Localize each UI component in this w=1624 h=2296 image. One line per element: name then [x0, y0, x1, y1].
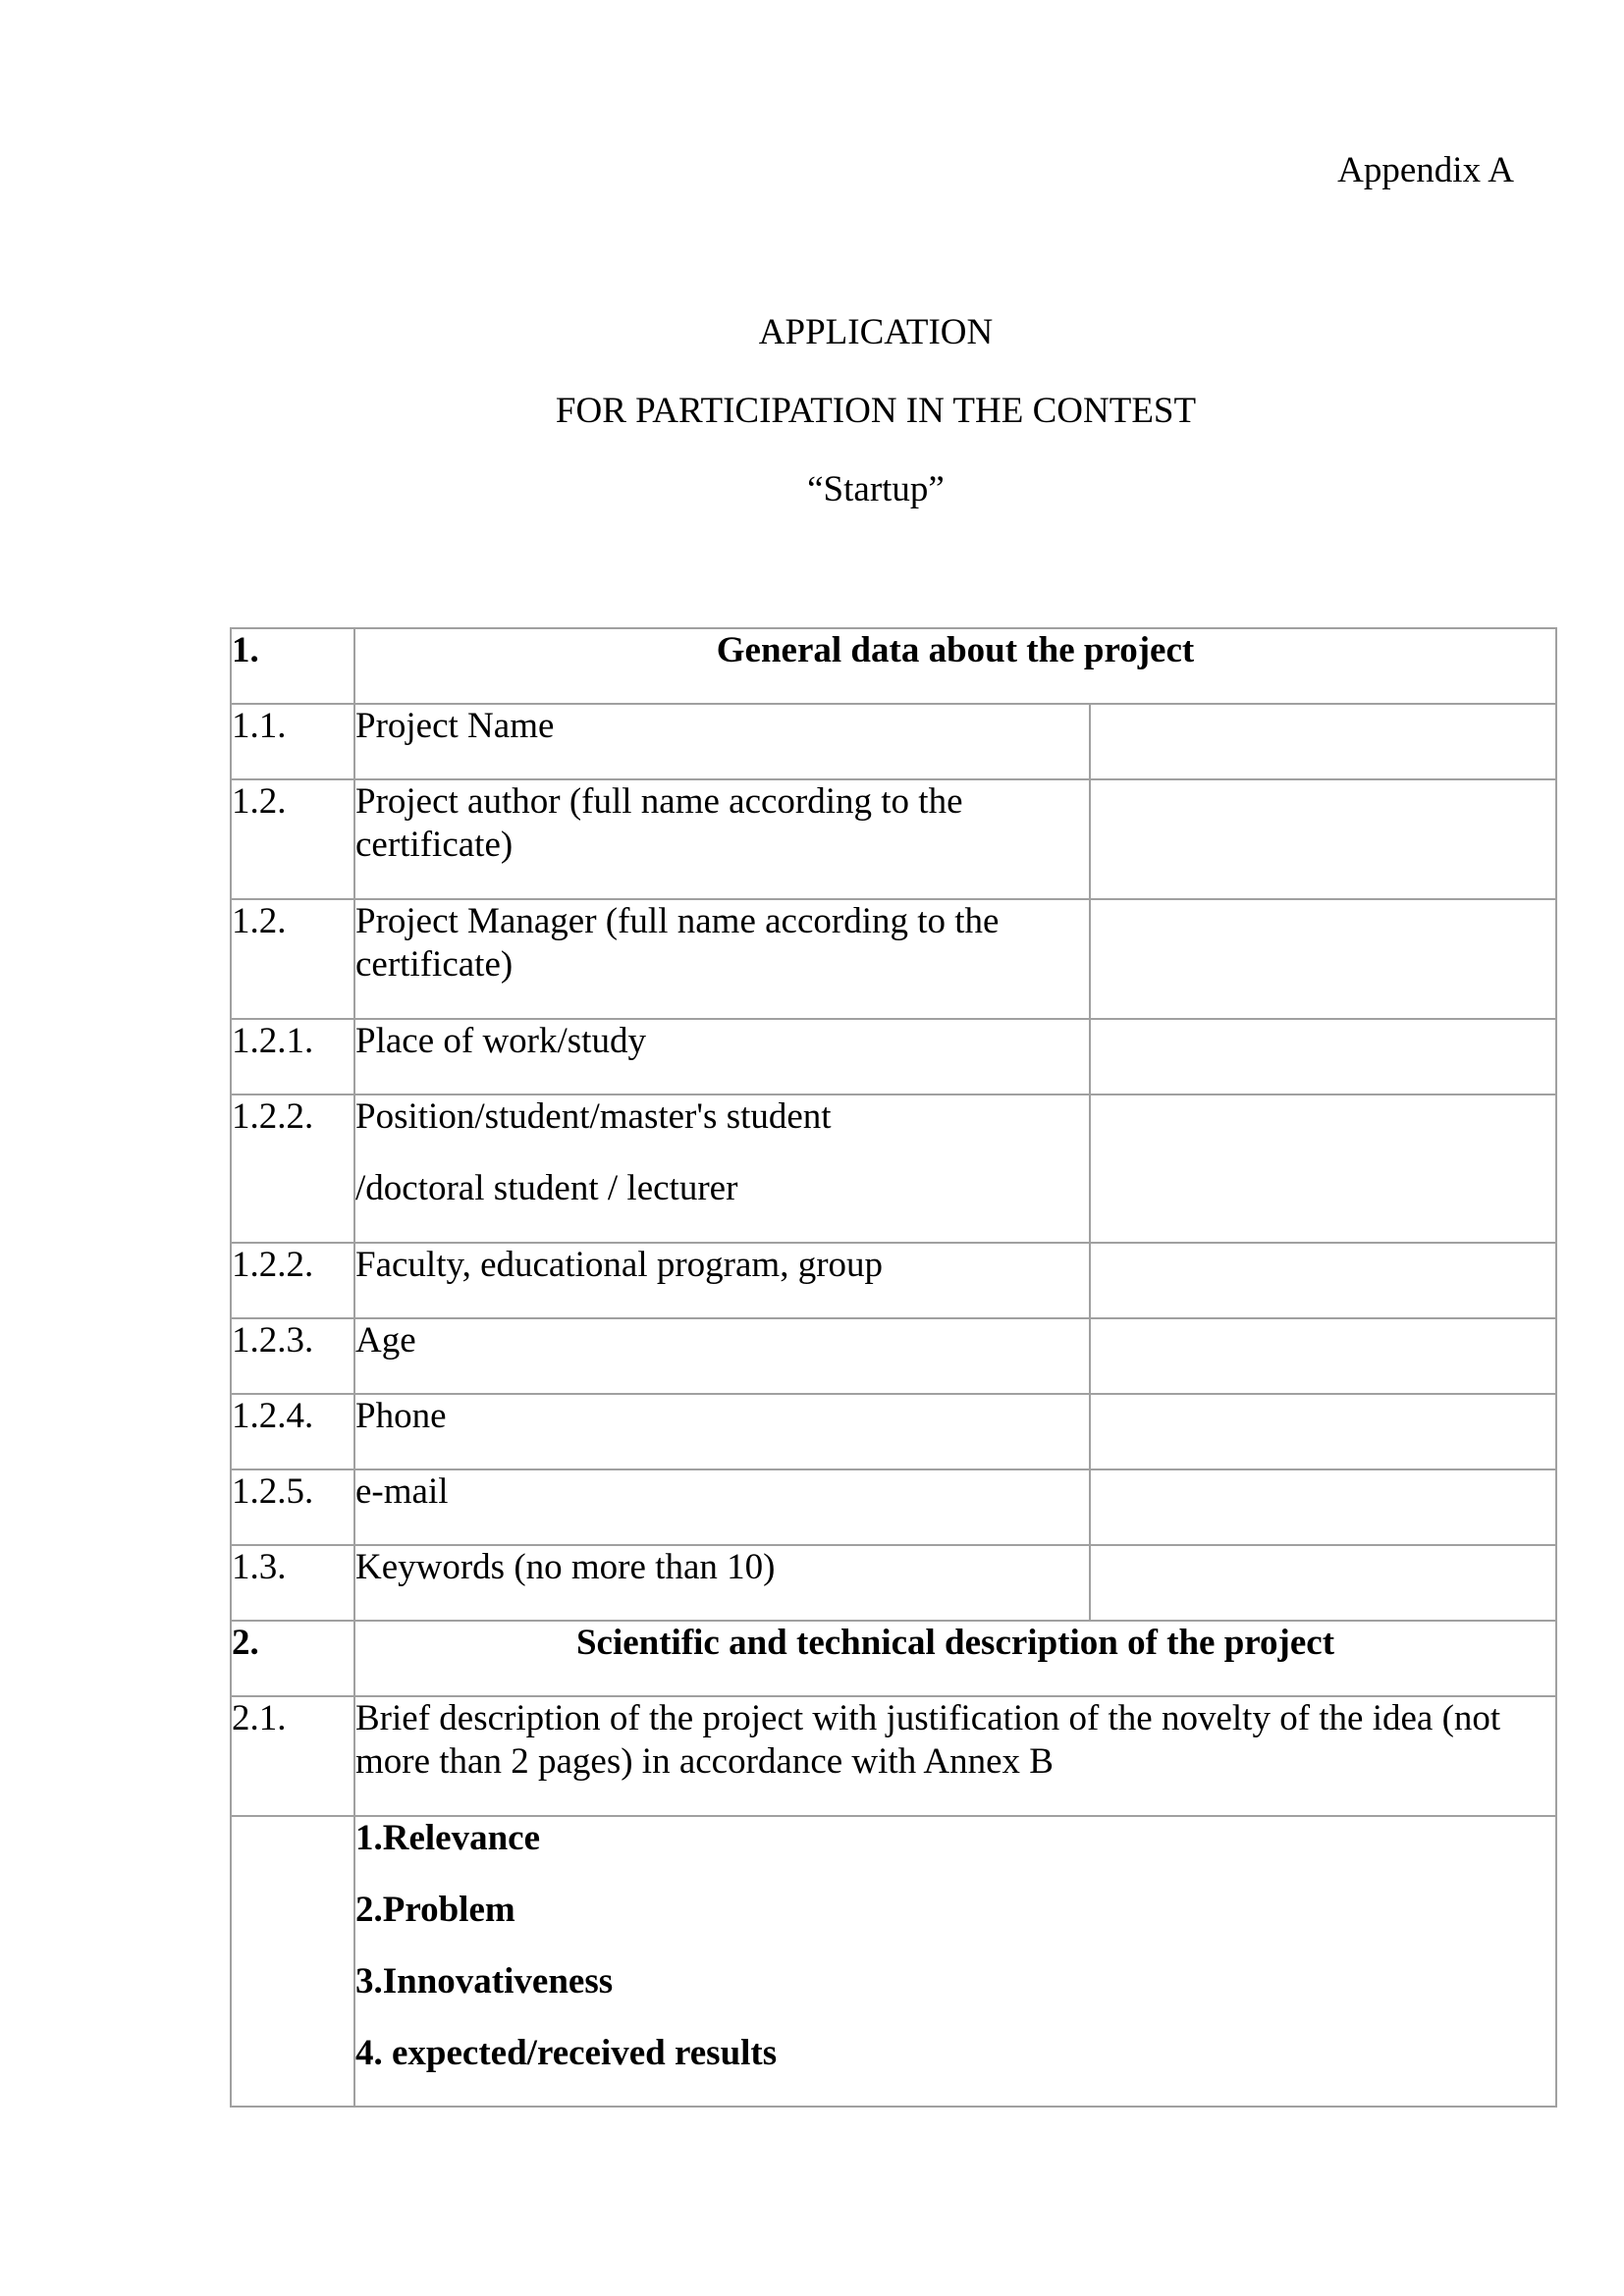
section-header-row	[231, 628, 1556, 704]
description-field[interactable]	[354, 1816, 1556, 2107]
keywords-label: Keywords (no more than 10)	[354, 1545, 1090, 1621]
innovativeness-item: 3.Innovativeness	[355, 1961, 614, 2002]
relevance-item: 1.Relevance	[355, 1818, 541, 1858]
row-number: 2.1.	[231, 1696, 354, 1816]
position-label-line2: /doctoral student / lecturer	[355, 1168, 738, 1208]
section-title: Scientific and technical description of the project	[354, 1621, 1556, 1696]
row-number: 1.2.	[231, 779, 354, 899]
table-row	[231, 704, 1556, 779]
description-instructions: Brief description of the project with justification of the novelty of the idea (not more than 2 pages) in accordance with Annex B	[354, 1696, 1556, 1816]
table-row	[231, 899, 1556, 1019]
project-name-field[interactable]	[1090, 704, 1556, 779]
document-title: APPLICATION	[758, 312, 994, 352]
section-number: 2.	[231, 1621, 354, 1696]
keywords-field[interactable]	[1090, 1545, 1556, 1621]
email-label: e-mail	[354, 1469, 1090, 1545]
place-of-work-field[interactable]	[1090, 1019, 1556, 1095]
section-header-row	[231, 1621, 1556, 1696]
document-subtitle: FOR PARTICIPATION IN THE CONTEST	[555, 391, 1197, 431]
section-number: 1.	[231, 628, 354, 704]
table-row	[231, 1394, 1556, 1469]
row-number: 1.3.	[231, 1545, 354, 1621]
position-label-line1: Position/student/master's student	[355, 1096, 832, 1137]
row-number: 1.2.1.	[231, 1019, 354, 1095]
table-row	[231, 779, 1556, 899]
appendix-label: Appendix A	[1337, 150, 1514, 190]
table-row	[231, 1243, 1556, 1318]
table-row	[231, 1696, 1556, 1816]
phone-field[interactable]	[1090, 1394, 1556, 1469]
faculty-field[interactable]	[1090, 1243, 1556, 1318]
row-number: 1.2.2.	[231, 1095, 354, 1243]
section-title: General data about the project	[354, 628, 1556, 704]
empty-number-cell	[231, 1816, 354, 2107]
project-author-label: Project author (full name according to the certificate)	[354, 779, 1090, 899]
faculty-label: Faculty, educational program, group	[354, 1243, 1090, 1318]
row-number: 1.2.5.	[231, 1469, 354, 1545]
table-row	[231, 1095, 1556, 1243]
problem-item: 2.Problem	[355, 1890, 515, 1930]
place-of-work-label: Place of work/study	[354, 1019, 1090, 1095]
table-row	[231, 1545, 1556, 1621]
row-number: 1.1.	[231, 704, 354, 779]
table-row	[231, 1816, 1556, 2107]
contest-name: “Startup”	[807, 469, 945, 509]
project-author-field[interactable]	[1090, 779, 1556, 899]
age-label: Age	[354, 1318, 1090, 1394]
position-label	[354, 1095, 1090, 1243]
row-number: 1.2.4.	[231, 1394, 354, 1469]
project-manager-label: Project Manager (full name according to the certificate)	[354, 899, 1090, 1019]
row-number: 1.2.3.	[231, 1318, 354, 1394]
table-row	[231, 1318, 1556, 1394]
project-name-label: Project Name	[354, 704, 1090, 779]
phone-label: Phone	[354, 1394, 1090, 1469]
table-row	[231, 1469, 1556, 1545]
age-field[interactable]	[1090, 1318, 1556, 1394]
row-number: 1.2.	[231, 899, 354, 1019]
results-item: 4. expected/received results	[355, 2033, 778, 2073]
table-row	[231, 1019, 1556, 1095]
project-manager-field[interactable]	[1090, 899, 1556, 1019]
email-field[interactable]	[1090, 1469, 1556, 1545]
row-number: 1.2.2.	[231, 1243, 354, 1318]
position-field[interactable]	[1090, 1095, 1556, 1243]
application-form-table	[230, 627, 1557, 2108]
